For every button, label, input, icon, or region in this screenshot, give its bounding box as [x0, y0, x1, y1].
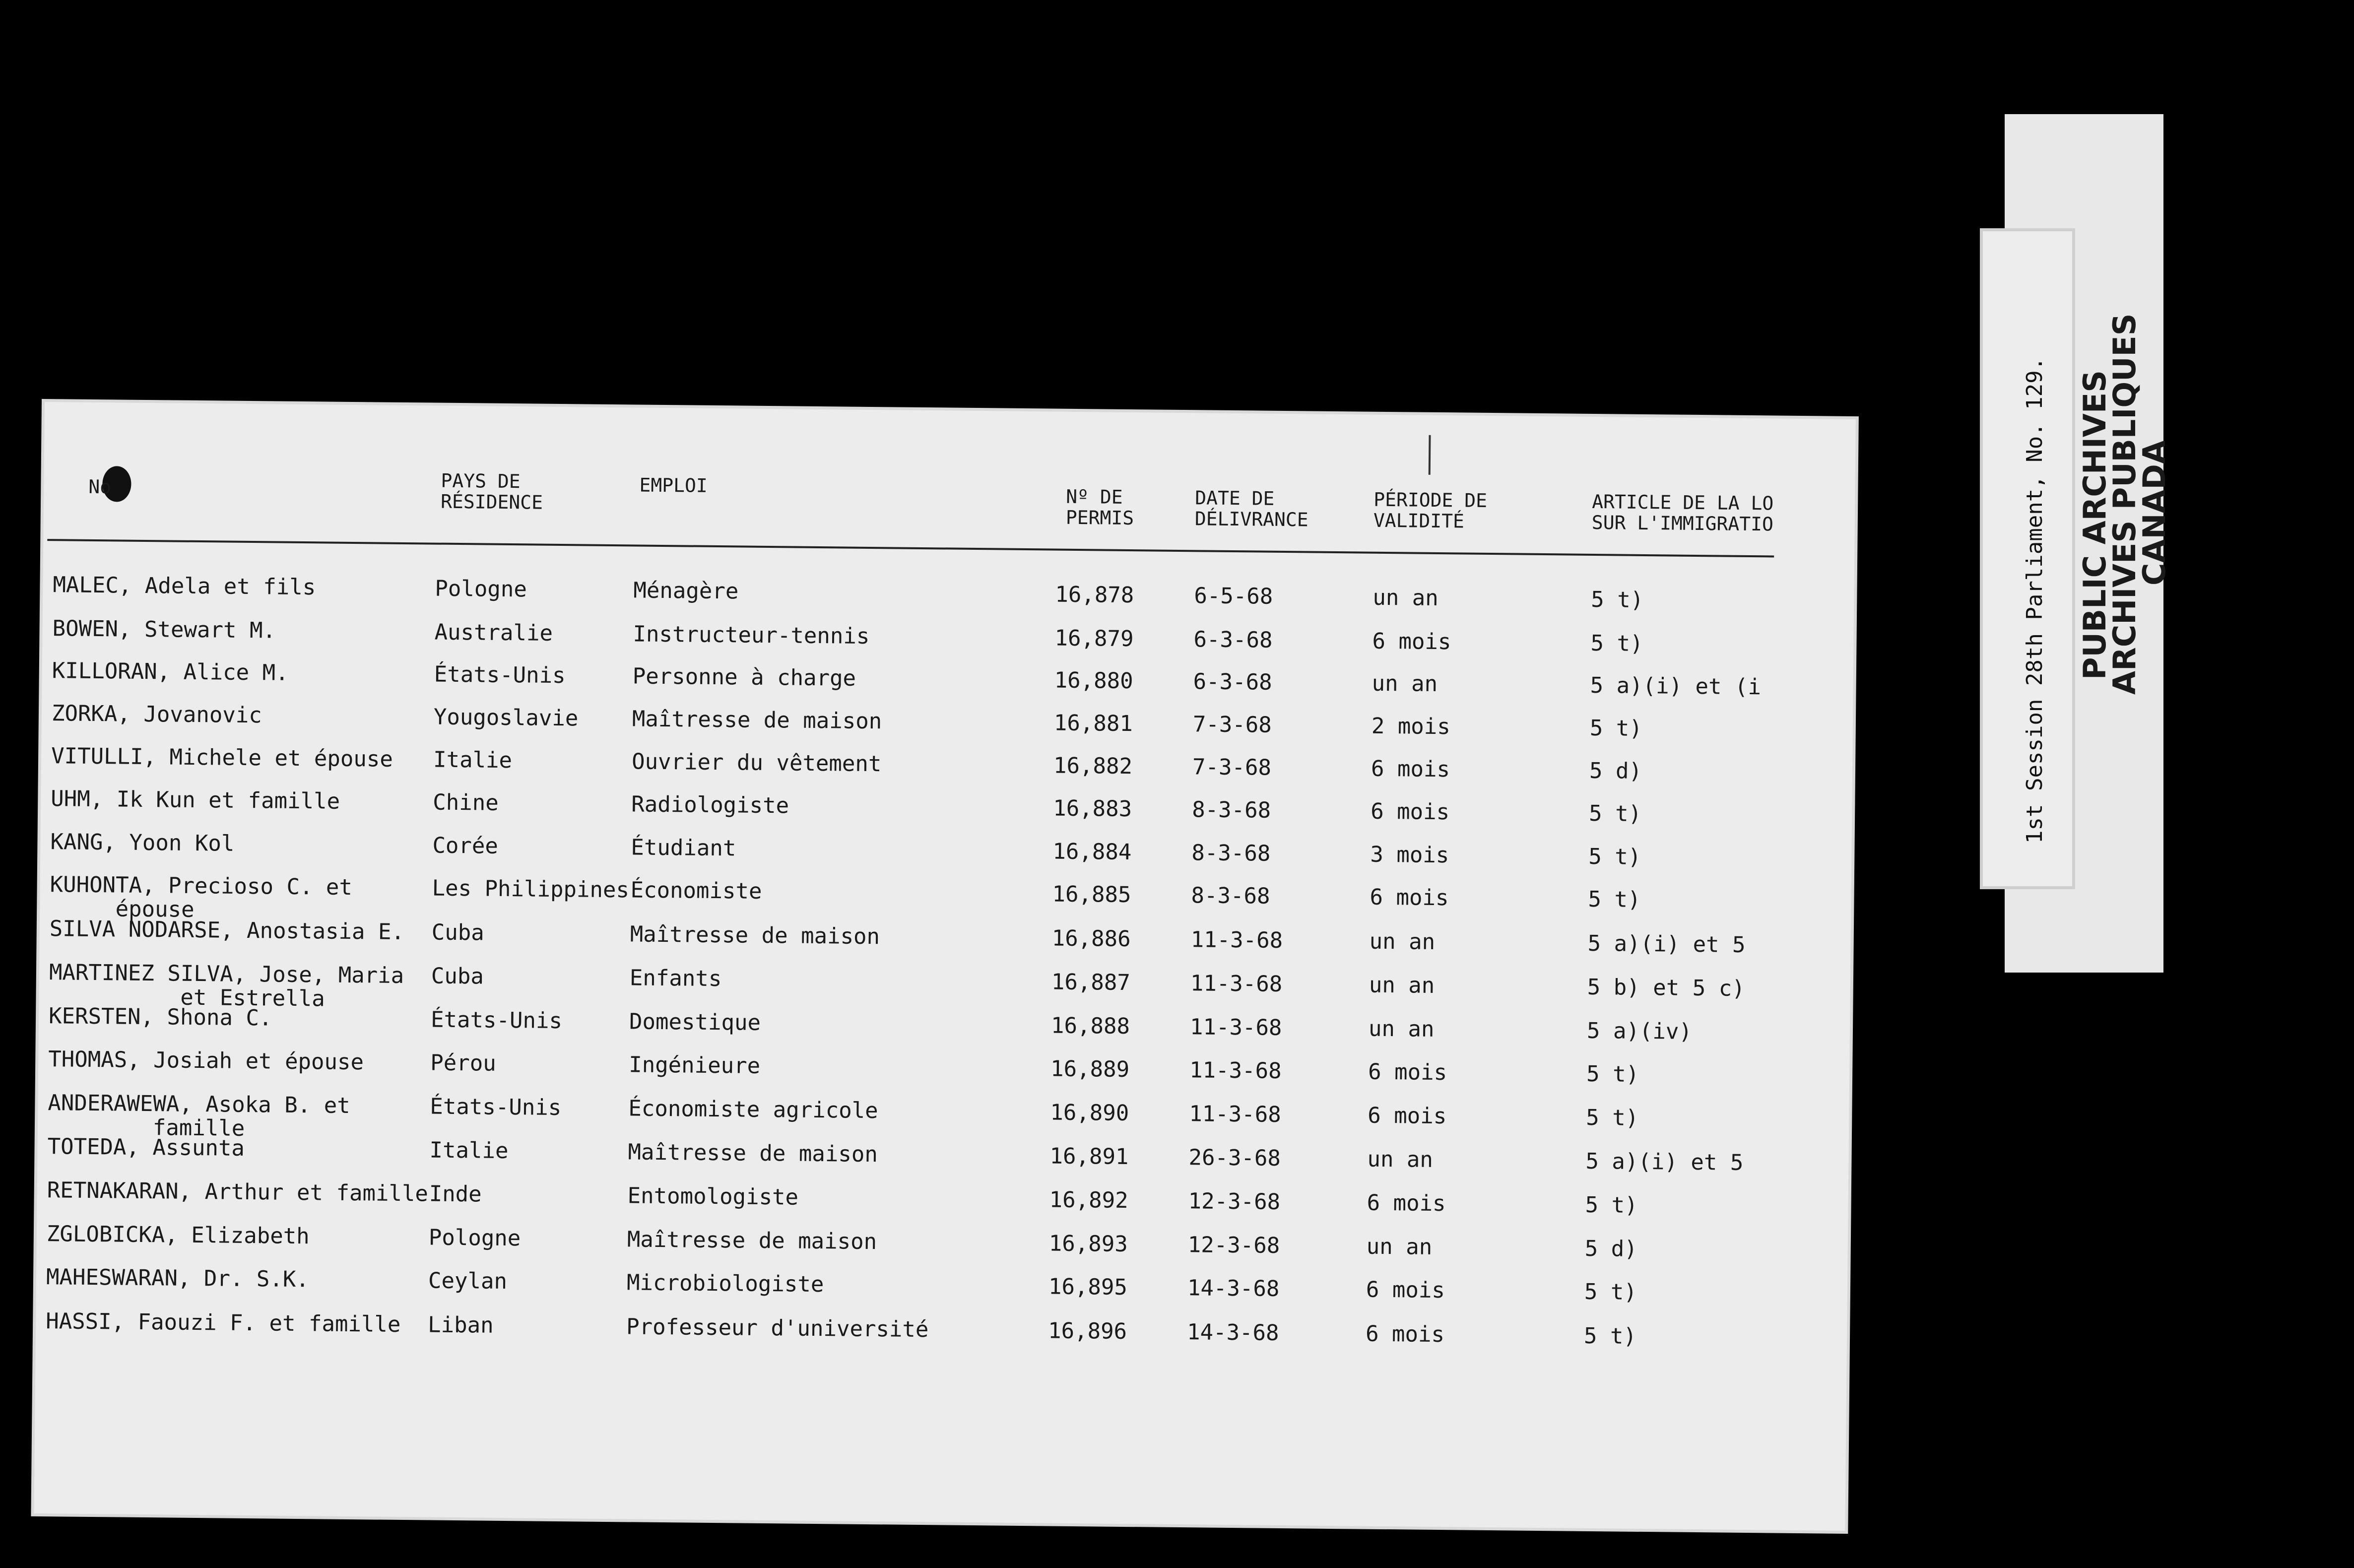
- header-article: [1592, 491, 1774, 535]
- cell-date: 11-3-68: [1190, 927, 1283, 953]
- cell-country: Italie: [433, 747, 513, 774]
- archives-label-fr: ARCHIVES PUBLIQUES: [2106, 313, 2143, 695]
- header-permis-line2: PERMIS: [1065, 506, 1134, 529]
- cell-permit: 16,889: [1050, 1056, 1130, 1083]
- cell-period: un an: [1369, 972, 1435, 998]
- cell-name: BOWEN, Stewart M.: [52, 616, 276, 644]
- cell-job: Ouvrier du vêtement: [631, 749, 882, 777]
- cell-period: 6 mois: [1366, 1277, 1445, 1304]
- cell-date: 7-3-68: [1192, 754, 1272, 781]
- cell-permit: 16,881: [1053, 710, 1133, 737]
- cell-country: Yougoslavie: [433, 704, 579, 731]
- cell-period: un an: [1372, 670, 1438, 697]
- cell-country: Corée: [432, 833, 499, 859]
- cell-permit: 16,895: [1048, 1274, 1128, 1301]
- cell-country: Pérou: [430, 1050, 496, 1076]
- cell-article: 5 a)(i) et (i: [1590, 672, 1762, 700]
- cell-name: ANDERAWEWA, Asoka B. et famille: [47, 1090, 350, 1141]
- cell-period: 6 mois: [1370, 798, 1450, 825]
- cell-article: 5 t): [1584, 1279, 1637, 1305]
- cell-date: 6-5-68: [1194, 583, 1273, 609]
- cell-article: 5 t): [1588, 844, 1641, 870]
- cell-job: Maîtresse de maison: [628, 1139, 878, 1168]
- cell-permit: 16,888: [1050, 1013, 1130, 1040]
- header-pays-line1: PAYS DE: [441, 469, 521, 493]
- cell-date: 11-3-68: [1190, 971, 1283, 997]
- cell-article: 5 a)(i) et 5: [1585, 1148, 1744, 1176]
- cell-name: THOMAS, Josiah et épouse: [48, 1046, 364, 1075]
- cell-country: Australie: [434, 619, 553, 646]
- cell-date: 7-3-68: [1192, 712, 1272, 738]
- cell-country: Chine: [433, 789, 499, 816]
- header-date-line2: DÉLIVRANCE: [1194, 508, 1308, 531]
- header-article-line1: ARTICLE DE LA LO: [1592, 490, 1774, 515]
- cell-date: 12-3-68: [1188, 1188, 1281, 1215]
- cell-period: 6 mois: [1371, 756, 1450, 783]
- cell-period: un an: [1373, 585, 1439, 611]
- cell-country: États-Unis: [434, 661, 566, 689]
- cell-period: un an: [1366, 1234, 1433, 1260]
- cell-period: 6 mois: [1367, 1190, 1446, 1217]
- cell-date: 6-3-68: [1193, 627, 1273, 653]
- cell-country: Cuba: [431, 963, 484, 989]
- cell-article: 5 a)(i) et 5: [1587, 930, 1746, 958]
- cell-article: 5 a)(iv): [1586, 1018, 1693, 1045]
- cell-job: Économiste agricole: [628, 1096, 878, 1124]
- cell-permit: 16,892: [1049, 1187, 1128, 1214]
- cell-country: Italie: [429, 1137, 509, 1164]
- cell-article: 5 t): [1589, 715, 1643, 741]
- cell-job: Entomologiste: [627, 1183, 799, 1210]
- cell-date: 8-3-68: [1191, 797, 1271, 823]
- cell-name: ZORKA, Jovanovic: [51, 701, 262, 728]
- cell-date: 14-3-68: [1187, 1275, 1280, 1302]
- cell-country: Inde: [429, 1181, 482, 1207]
- cell-name: MALEC, Adela et fils: [53, 572, 316, 600]
- cell-job: Maîtresse de maison: [627, 1227, 877, 1255]
- header-pays-line2: RÉSIDENCE: [440, 490, 543, 514]
- cell-article: 5 t): [1591, 587, 1644, 613]
- document-page: [34, 402, 1855, 1531]
- cell-period: un an: [1367, 1146, 1434, 1173]
- cell-permit: 16,882: [1053, 753, 1133, 780]
- cell-country: Liban: [427, 1312, 494, 1338]
- cell-country: Pologne: [435, 576, 527, 602]
- cell-date: 8-3-68: [1191, 883, 1270, 909]
- cell-job: Étudiant: [631, 835, 736, 861]
- header-no: No: [88, 475, 112, 498]
- cell-permit: 16,878: [1055, 582, 1134, 608]
- cell-name: HASSI, Faouzi F. et famille: [45, 1308, 401, 1337]
- cell-job: Ingénieure: [628, 1052, 761, 1079]
- cell-date: 11-3-68: [1189, 1101, 1282, 1127]
- cell-name: ZGLOBICKA, Elizabeth: [46, 1221, 310, 1249]
- cell-permit: 16,893: [1048, 1231, 1128, 1257]
- cell-permit: 16,887: [1051, 969, 1131, 996]
- header-article-line2: SUR L'IMMIGRATIO: [1591, 511, 1774, 535]
- cell-permit: 16,891: [1049, 1143, 1129, 1170]
- header-pays: [441, 470, 543, 513]
- cell-job: Radiologiste: [631, 791, 789, 819]
- cell-permit: 16,885: [1052, 881, 1131, 908]
- cell-permit: 16,890: [1050, 1100, 1129, 1126]
- cell-article: 5 b) et 5 c): [1587, 974, 1745, 1001]
- header-emploi: EMPLOI: [639, 474, 708, 497]
- cell-country: Cuba: [431, 919, 484, 946]
- cell-article: 5 t): [1585, 1192, 1638, 1218]
- header-permis: [1066, 486, 1134, 528]
- cell-job: Microbiologiste: [626, 1270, 824, 1298]
- cell-country: Les Philippines: [432, 875, 630, 903]
- cell-period: 2 mois: [1371, 713, 1451, 740]
- cell-job: Personne à charge: [632, 663, 856, 691]
- cell-date: 11-3-68: [1189, 1014, 1282, 1041]
- cell-name: SILVA NODARSE, Anostasia E.: [49, 916, 405, 945]
- cell-permit: 16,879: [1054, 625, 1134, 652]
- cell-article: 5 d): [1589, 758, 1642, 784]
- cell-name: KUHONTA, Precioso C. et épouse: [49, 872, 353, 922]
- cell-date: 8-3-68: [1191, 840, 1271, 866]
- cell-date: 26-3-68: [1188, 1145, 1281, 1171]
- cell-country: Pologne: [428, 1225, 521, 1251]
- cell-job: Professeur d'université: [626, 1314, 929, 1343]
- cell-period: 6 mois: [1372, 628, 1451, 655]
- cell-country: Ceylan: [428, 1268, 508, 1295]
- cell-article: 5 t): [1586, 1061, 1639, 1087]
- cell-job: Maîtresse de maison: [630, 921, 880, 950]
- cell-name: MAHESWARAN, Dr. S.K.: [46, 1264, 310, 1293]
- cell-period: 6 mois: [1368, 1059, 1447, 1086]
- cell-name: VITULLI, Michele et épouse: [51, 743, 393, 772]
- cell-period: un an: [1369, 928, 1436, 955]
- cell-permit: 16,880: [1054, 667, 1133, 694]
- pen-tick-mark: [1429, 435, 1431, 475]
- session-label: 1st Session 28th Parliament, No. 129.: [2022, 357, 2047, 844]
- cell-name: MARTINEZ SILVA, Jose, Maria et Estrella: [49, 960, 404, 1012]
- cell-article: 5 d): [1584, 1236, 1637, 1262]
- header-date: [1195, 487, 1309, 530]
- cell-article: 5 t): [1588, 800, 1642, 827]
- cell-permit: 16,886: [1051, 925, 1131, 952]
- cell-job: Maîtresse de maison: [632, 706, 882, 734]
- archives-label-canada: CANADA: [2136, 440, 2172, 586]
- cell-job: Enfants: [629, 965, 722, 992]
- header-date-line1: DATE DE: [1195, 487, 1275, 510]
- cell-article: 5 t): [1590, 630, 1643, 656]
- cell-name: UHM, Ik Kun et famille: [51, 786, 340, 814]
- cell-permit: 16,884: [1052, 839, 1132, 865]
- cell-date: 14-3-68: [1186, 1319, 1279, 1346]
- cell-name: TOTEDA, Assunta: [47, 1134, 245, 1161]
- cell-article: 5 t): [1586, 1105, 1639, 1131]
- cell-name: KANG, Yoon Kol: [50, 829, 235, 856]
- cell-job: Économiste: [630, 877, 762, 904]
- cell-job: Instructeur-tennis: [633, 621, 870, 649]
- header-periode-line2: VALIDITÉ: [1373, 509, 1465, 532]
- cell-job: Domestique: [629, 1009, 761, 1036]
- cell-period: 3 mois: [1370, 842, 1449, 868]
- header-periode: [1373, 489, 1488, 532]
- cell-job: Ménagère: [633, 578, 739, 604]
- cell-permit: 16,896: [1047, 1318, 1127, 1345]
- header-periode-line1: PÉRIODE DE: [1373, 488, 1488, 512]
- archives-label-en: PUBLIC ARCHIVES: [2077, 370, 2113, 680]
- cell-period: 6 mois: [1365, 1321, 1445, 1348]
- cell-date: 6-3-68: [1193, 669, 1272, 695]
- cell-permit: 16,883: [1052, 795, 1132, 822]
- header-permis-line1: Nº DE: [1066, 485, 1123, 508]
- cell-article: 5 t): [1588, 886, 1641, 913]
- cell-date: 12-3-68: [1187, 1232, 1280, 1258]
- cell-name: KERSTEN, Shona C.: [48, 1003, 272, 1031]
- cell-period: un an: [1368, 1016, 1435, 1042]
- cell-period: 6 mois: [1370, 884, 1449, 911]
- cell-article: 5 t): [1583, 1323, 1637, 1349]
- cell-country: États-Unis: [430, 1094, 562, 1121]
- cell-period: 6 mois: [1368, 1103, 1447, 1129]
- cell-name: RETNAKARAN, Arthur et famille: [47, 1177, 429, 1207]
- cell-country: États-Unis: [430, 1007, 563, 1034]
- cell-date: 11-3-68: [1189, 1057, 1282, 1084]
- header-rule: [47, 539, 1774, 557]
- cell-name: KILLORAN, Alice M.: [52, 658, 289, 686]
